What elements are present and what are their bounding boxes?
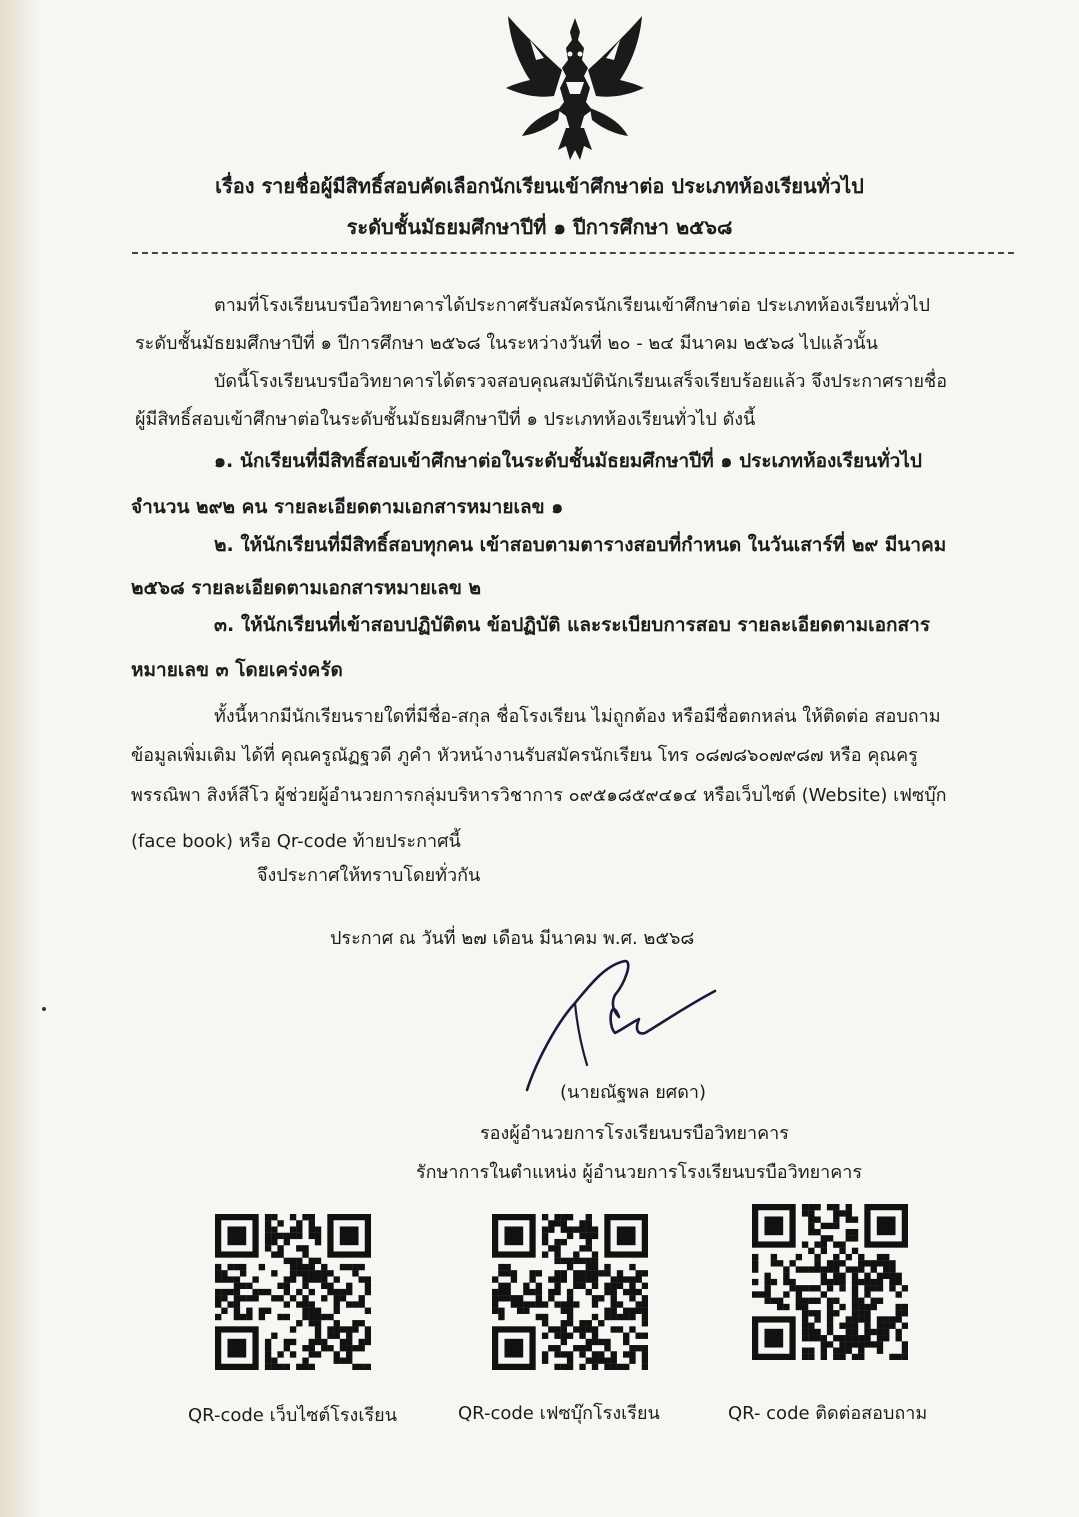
item3-line2: หมายเลข ๓ โดยเคร่งครัด	[131, 659, 343, 681]
item2-line1: ๒. ให้นักเรียนที่มีสิทธิ์สอบทุกคน เข้าสอบตามตารางสอบที่กำหนด ในวันเสาร์ที่ ๒๙ มีนาคม	[214, 534, 947, 556]
ink-dot	[42, 1007, 46, 1011]
dashed-divider	[132, 252, 1014, 254]
item2-line2: ๒๕๖๘ รายละเอียดตามเอกสารหมายเลข ๒	[131, 577, 481, 599]
qr-label-website: QR-code เว็บไซต์โรงเรียน	[188, 1405, 398, 1426]
qr-code-facebook[interactable]	[492, 1214, 648, 1370]
para3-line4: (face book) หรือ Qr-code ท้ายประกาศนี้	[131, 831, 461, 852]
signer-name: (นายณัฐพล ยศดา)	[560, 1082, 707, 1103]
qr-label-contact: QR- code ติดต่อสอบถาม	[728, 1403, 928, 1424]
signer-position-1: รองผู้อำนวยการโรงเรียนบรบือวิทยาคาร	[480, 1123, 789, 1144]
signer-position-2: รักษาการในตำแหน่ง ผู้อำนวยการโรงเรียนบรบือวิทยาคาร	[416, 1162, 863, 1183]
para3-line2: ข้อมูลเพิ่มเติม ได้ที่ คุณครูณัฏฐวดี ภูคำ หัวหน้างานรับสมัครนักเรียน โทร ๐๘๗๘๖๐๗๙๘๗ หรือ คุณครู	[131, 745, 918, 766]
garuda-emblem-icon	[500, 10, 650, 170]
qr-label-facebook: QR-code เฟซบุ๊กโรงเรียน	[458, 1403, 660, 1424]
para2-line2: ผู้มีสิทธิ์สอบเข้าศึกษาต่อในระดับชั้นมัธยมศึกษาปีที่ ๑ ประเภทห้องเรียนทั่วไป ดังนี้	[135, 409, 756, 430]
para3-line1: ทั้งนี้หากมีนักเรียนรายใดที่มีชื่อ-สกุล ชื่อโรงเรียน ไม่ถูกต้อง หรือมีชื่อตกหล่น ให้ติดต่อ สอบถาม	[214, 706, 941, 727]
para3-line3: พรรณิพา สิงห์สีโว ผู้ช่วยผู้อำนวยการกลุ่มบริหารวิชาการ ๐๙๕๑๘๕๙๔๑๔ หรือเว็บไซต์ (Website) เฟซบุ๊ก	[131, 785, 947, 806]
para1-line2: ระดับชั้นมัธยมศึกษาปีที่ ๑ ปีการศึกษา ๒๕๖๘ ในระหว่างวันที่ ๒๐ - ๒๔ มีนาคม ๒๕๖๘ ไปแล้วนั้น	[135, 333, 878, 354]
item1-line1: ๑. นักเรียนที่มีสิทธิ์สอบเข้าศึกษาต่อในระดับชั้นมัธยมศึกษาปีที่ ๑ ประเภทห้องเรียนทั่วไป	[214, 450, 922, 472]
item3-line1: ๓. ให้นักเรียนที่เข้าสอบปฏิบัติตน ข้อปฏิบัติ และระเบียบการสอบ รายละเอียดตามเอกสาร	[214, 614, 931, 636]
announcement-title-line1: เรื่อง รายชื่อผู้มีสิทธิ์สอบคัดเลือกนักเรียนเข้าศึกษาต่อ ประเภทห้องเรียนทั่วไป	[215, 174, 864, 198]
announcement-date: ประกาศ ณ วันที่ ๒๗ เดือน มีนาคม พ.ศ. ๒๕๖๘	[330, 928, 695, 949]
para1-line1: ตามที่โรงเรียนบรบือวิทยาคารได้ประกาศรับสมัครนักเรียนเข้าศึกษาต่อ ประเภทห้องเรียนทั่วไป	[214, 295, 930, 316]
item1-line2: จำนวน ๒๙๒ คน รายละเอียดตามเอกสารหมายเลข ๑	[131, 496, 564, 518]
handwritten-signature	[515, 955, 735, 1095]
announcement-title-line2: ระดับชั้นมัธยมศึกษาปีที่ ๑ ปีการศึกษา ๒๕๖๘	[346, 215, 733, 239]
closing-text: จึงประกาศให้ทราบโดยทั่วกัน	[257, 865, 481, 886]
qr-code-contact[interactable]	[752, 1204, 908, 1360]
para2-line1: บัดนี้โรงเรียนบรบือวิทยาคารได้ตรวจสอบคุณสมบัตินักเรียนเสร็จเรียบร้อยแล้ว จึงประกาศรายชื่อ	[214, 371, 948, 392]
qr-code-website[interactable]	[215, 1214, 371, 1370]
